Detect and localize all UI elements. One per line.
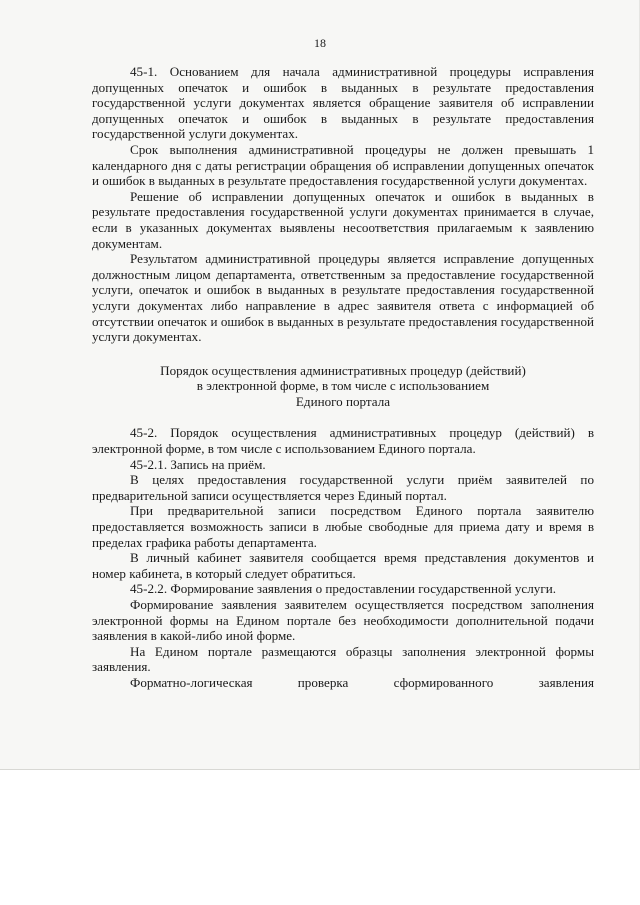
paragraph-decision: Решение об исправлении допущенных опечаток и ошибок в выданных в результате предоставления государственной услуги документах принимается в случае, если в указанных документах выявлены несоответствия прилагаемым к заявлению документам. [92,188,594,251]
page-number: 18 [314,36,326,50]
section-heading-line-1: Порядок осуществления административных процедур (действий) [160,362,526,378]
paragraph-result: Результатом административной процедуры является исправление допущенных должностным лицом департамента, ответственным за предоставление государственной услуги, опечаток и ошибок в выданных в результате предоставления государственной услуги документах либо направление в адрес заявителя ответа с информацией об отсутствии опечаток и ошибок в выданных в результате предоставления государственной услуги документах. [92,251,594,345]
document-body [92,64,594,691]
paragraph-appointment-options: При предварительной записи посредством Единого портала заявителю предоставляется возможность записи в любые свободные для приема дату и время в пределах графика работы департамента. [92,503,594,550]
paragraph-deadline: Срок выполнения административной процедуры не должен превышать 1 календарного дня с даты регистрации обращения об исправлении допущенных опечаток и ошибок в выданных в результате предоставления государственной услуги документах. [92,141,594,189]
paragraph-form-samples: На Едином портале размещаются образцы заполнения электронной формы заявления. [92,643,594,675]
paragraph-45-2-2: 45-2.2. Формирование заявления о предоставлении государственной услуги. [130,581,556,597]
paragraph-appointment: В целях предоставления государственной услуги приём заявителей по предварительной записи осуществляется через Единый портал. [92,472,594,503]
paragraph-personal-account: В личный кабинет заявителя сообщается время представления документов и номер кабинета, в который следует обратиться. [92,550,594,581]
paragraph-form-filling: Формирование заявления заявителем осуществляется посредством заполнения электронной формы на Едином портале без необходимости дополнительной подачи заявления в какой-либо иной форме. [92,597,594,644]
paragraph-45-2: 45-2. Порядок осуществления административных процедур (действий) в электронной форме, в том числе с использованием Единого портала. [92,425,594,457]
section-heading [92,363,594,410]
section-heading-line-2: в электронной форме, в том числе с использованием [196,378,490,394]
paragraph-format-check: Форматно-логическая проверка сформированного заявления [130,674,594,690]
paragraph-45-1: 45-1. Основанием для начала административной процедуры исправления допущенных опечаток и ошибок в выданных в результате предоставления государственной услуги документах является обращение заявителя об исправлении допущенных опечаток и ошибок в выданных в результате предоставления государственной услуги документах. [92,64,594,142]
paragraph-45-2-1: 45-2.1. Запись на приём. [130,456,266,472]
section-heading-line-3: Единого портала [295,393,391,409]
